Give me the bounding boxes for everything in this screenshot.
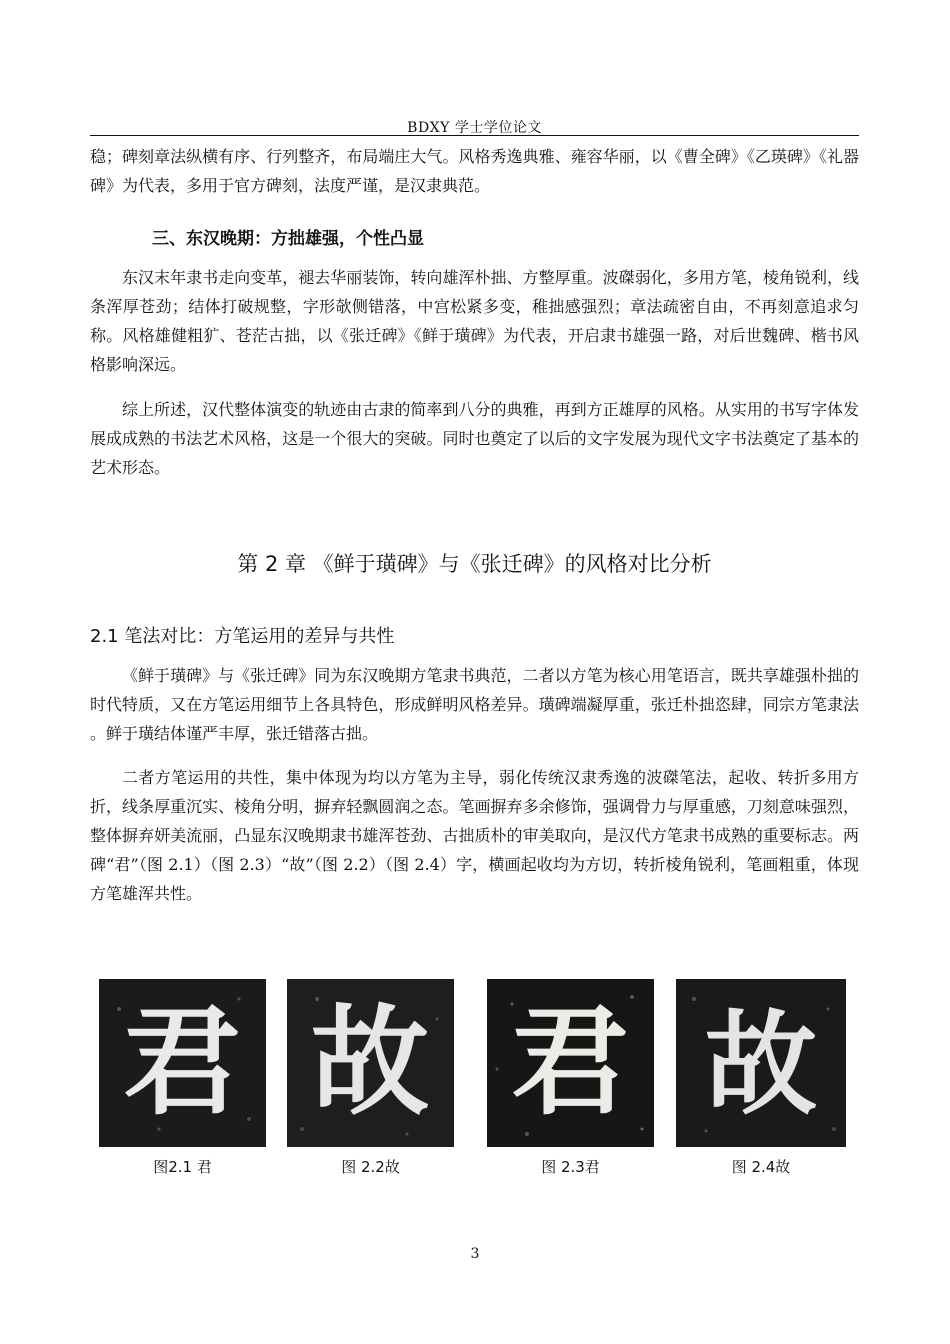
figure-2-3-glyph: 君 bbox=[510, 993, 630, 1131]
figure-2-4-caption: 图 2.4故 bbox=[731, 1158, 791, 1176]
running-header: BDXY 学士学位论文 bbox=[407, 120, 542, 136]
page-number: 3 bbox=[470, 1246, 480, 1262]
subheading-late-eastern-han: 三、东汉晚期：方拙雄强，个性凸显 bbox=[152, 229, 424, 249]
section-title: 2.1 笔法对比：方笔运用的差异与共性 bbox=[90, 626, 395, 647]
paragraph-5: 二者方笔运用的共性，集中体现为均以方笔为主导，弱化传统汉隶秀逸的波磔笔法，起收、转折多用方折，线条厚重沉实、棱角分明，摒弃轻飘圆润之态。笔画摒弃多余修饰，强调骨力与厚重感，刀刻意味强烈，整体摒弃妍美流丽，凸显东汉晚期隶书雄浑苍劲、古拙质朴的审美取向，是汉代方笔隶书成熟的重要标志。两碑“君”（图 2.1）（图 2.3）“故”（图 2.2）（图 2.4）字，横画起收均为方切，转折棱角锐利，笔画粗重，体现方笔雄浑共性。 bbox=[90, 768, 859, 903]
figure-2-2-caption: 图 2.2故 bbox=[341, 1158, 400, 1176]
paragraph-1: 稳；碑刻章法纵横有序、行列整齐，布局端庄大气。风格秀逸典雅、雍容华丽，以《曹全碑》《乙瑛碑》《礼器碑》为代表，多用于官方碑刻，法度严谨，是汉隶典范。 bbox=[90, 147, 859, 195]
figure-2-3-rubbing bbox=[487, 979, 654, 1147]
paragraph-3: 综上所述，汉代整体演变的轨迹由古隶的简率到八分的典雅，再到方正雄厚的风格。从实用的书写字体发展成成熟的书法艺术风格，这是一个很大的突破。同时也奠定了以后的文字发展为现代文字书法奠定了基本的艺术形态。 bbox=[90, 400, 859, 477]
figure-2-4-rubbing bbox=[676, 979, 846, 1147]
figure-2-1-caption: 图2.1 君 bbox=[153, 1158, 212, 1176]
chapter-title: 第 2 章 《鲜于璜碑》与《张迁碑》的风格对比分析 bbox=[237, 552, 712, 576]
figure-2-4-glyph: 故 bbox=[705, 1000, 817, 1130]
header-rule bbox=[90, 135, 859, 136]
figure-2-1-rubbing bbox=[99, 979, 266, 1147]
paragraph-2: 东汉末年隶书走向变革，褪去华丽装饰，转向雄浑朴拙、方整厚重。波磔弱化，多用方笔，棱角锐利，线条浑厚苍劲；结体打破规整，字形欹侧错落，中宫松紧多变，稚拙感强烈；章法疏密自由，不再刻意追求匀称。风格雄健粗犷、苍茫古拙，以《张迁碑》《鲜于璜碑》为代表，开启隶书雄强一路，对后世魏碑、楷书风格影响深远。 bbox=[90, 268, 859, 374]
figure-2-3-caption: 图 2.3君 bbox=[541, 1158, 600, 1176]
paragraph-4: 《鲜于璜碑》与《张迁碑》同为东汉晚期方笔隶书典范，二者以方笔为核心用笔语言，既共享雄强朴拙的时代特质，又在方笔运用细节上各具特色，形成鲜明风格差异。璜碑端凝厚重，张迁朴拙恣肆，同宗方笔隶法 。鲜于璜结体谨严丰厚，张迁错落古拙。 bbox=[90, 666, 859, 743]
figure-2-2-glyph: 故 bbox=[310, 993, 430, 1131]
figure-2-1-glyph: 君 bbox=[122, 993, 242, 1131]
figure-2-2-rubbing bbox=[287, 979, 454, 1147]
